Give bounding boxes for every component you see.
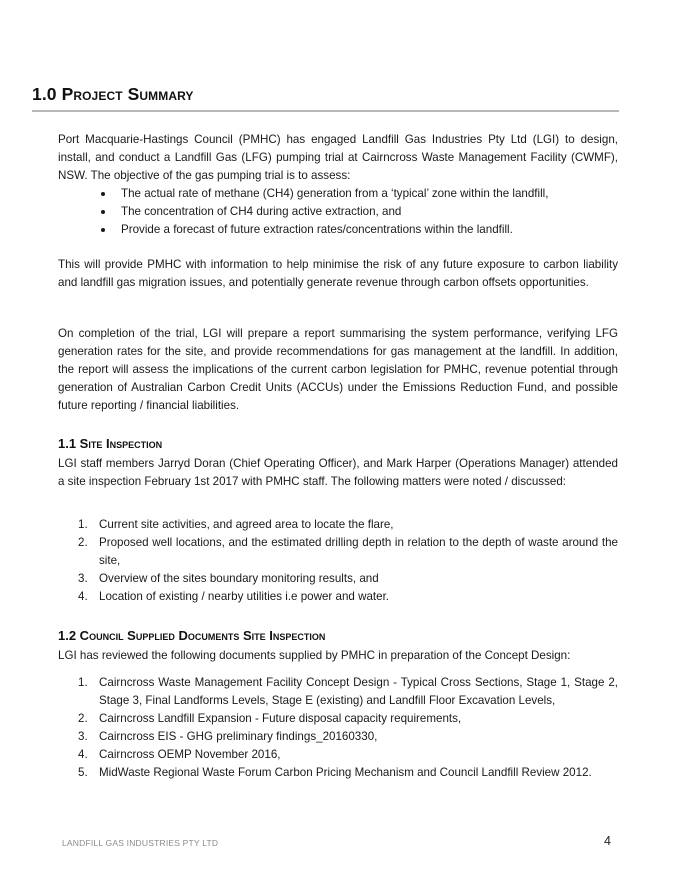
list-number: 1. (78, 676, 88, 689)
list-item (58, 674, 618, 710)
list-text: Cairncross Landfill Expansion - Future disposal capacity requirements, (99, 712, 462, 725)
intro-paragraph: Port Macquarie-Hastings Council (PMHC) has engaged Landfill Gas Industries Pty Ltd (LGI) to design, install, and conduct a Landfill Gas (LFG) pumping trial at Cairncross Waste Management Facility (CWMF), NSW. The objective of the gas pumping trial is to assess: (58, 133, 618, 182)
objective-item: The actual rate of methane (CH4) generation from a ‘typical’ zone within the landfill, (58, 185, 618, 203)
list-item (58, 588, 618, 606)
list-number: 1. (78, 518, 88, 531)
subsection-heading-site-inspection: 1.1 Site Inspection (58, 436, 163, 451)
intro-block (58, 131, 618, 239)
list-number: 2. (78, 536, 88, 549)
site-inspection-list (58, 516, 618, 606)
paragraph-block (58, 325, 618, 415)
list-item (58, 516, 618, 534)
list-text: Location of existing / nearby utilities i.e power and water. (99, 590, 390, 603)
list-number: 4. (78, 590, 88, 603)
paragraph-3: On completion of the trial, LGI will prepare a report summarising the system performance, verifying LFG generation rates for the site, and provide recommendations for gas management at the landfill. In addition, the report will assess the implications of the current carbon legislation for PMHC, revenue potential through generation of Australian Carbon Credit Units (ACCUs) under the Emissions Reduction Fund, and possible future reporting / financial liabilities. (58, 327, 618, 412)
list-number: 3. (78, 572, 88, 585)
objectives-list (58, 185, 618, 239)
section-heading: 1.0 Project Summary (32, 84, 194, 104)
list-text: MidWaste Regional Waste Forum Carbon Pricing Mechanism and Council Landfill Review 2012. (99, 766, 592, 779)
list-text: Cairncross EIS - GHG preliminary findings_20160330, (99, 730, 378, 743)
council-documents-list-block (58, 674, 618, 782)
site-inspection-block (58, 455, 618, 491)
council-documents-intro: LGI has reviewed the following documents supplied by PMHC in preparation of the Concept Design: (58, 649, 571, 662)
objective-item: Provide a forecast of future extraction rates/concentrations within the landfill. (58, 221, 618, 239)
list-text: Proposed well locations, and the estimated drilling depth in relation to the depth of waste around the site, (99, 536, 618, 567)
paragraph-block (58, 256, 618, 292)
subsection-heading-council-documents: 1.2 Council Supplied Documents Site Inspection (58, 628, 326, 643)
council-documents-block (58, 647, 618, 665)
list-text: Overview of the sites boundary monitoring results, and (99, 572, 379, 585)
list-text: Cairncross OEMP November 2016, (99, 748, 281, 761)
footer-page-number: 4 (604, 834, 611, 848)
list-number: 2. (78, 712, 88, 725)
list-text: Cairncross Waste Management Facility Concept Design - Typical Cross Sections, Stage 1, Stage 2, Stage 3, Final Landforms Levels, Stage E (existing) and Landfill Floor Excavation Levels, (99, 676, 618, 707)
council-documents-list (58, 674, 618, 782)
list-item (58, 746, 618, 764)
objective-item: The concentration of CH4 during active extraction, and (58, 203, 618, 221)
site-inspection-list-block (58, 516, 618, 606)
heading-rule (32, 110, 619, 112)
paragraph-2: This will provide PMHC with information to help minimise the risk of any future exposure to carbon liability and landfill gas migration issues, and potentially generate revenue through carbon offsets opportunities. (58, 258, 618, 289)
list-item (58, 534, 618, 570)
footer-company: LANDFILL GAS INDUSTRIES PTY LTD (62, 838, 219, 848)
list-item (58, 728, 618, 746)
list-text: Current site activities, and agreed area to locate the flare, (99, 518, 394, 531)
list-item (58, 570, 618, 588)
list-item (58, 710, 618, 728)
list-number: 4. (78, 748, 88, 761)
site-inspection-intro: LGI staff members Jarryd Doran (Chief Operating Officer), and Mark Harper (Operations Manager) attended a site inspection February 1st 2017 with PMHC staff. The following matters were noted / discussed: (58, 457, 618, 488)
list-number: 3. (78, 730, 88, 743)
list-item (58, 764, 618, 782)
list-number: 5. (78, 766, 88, 779)
